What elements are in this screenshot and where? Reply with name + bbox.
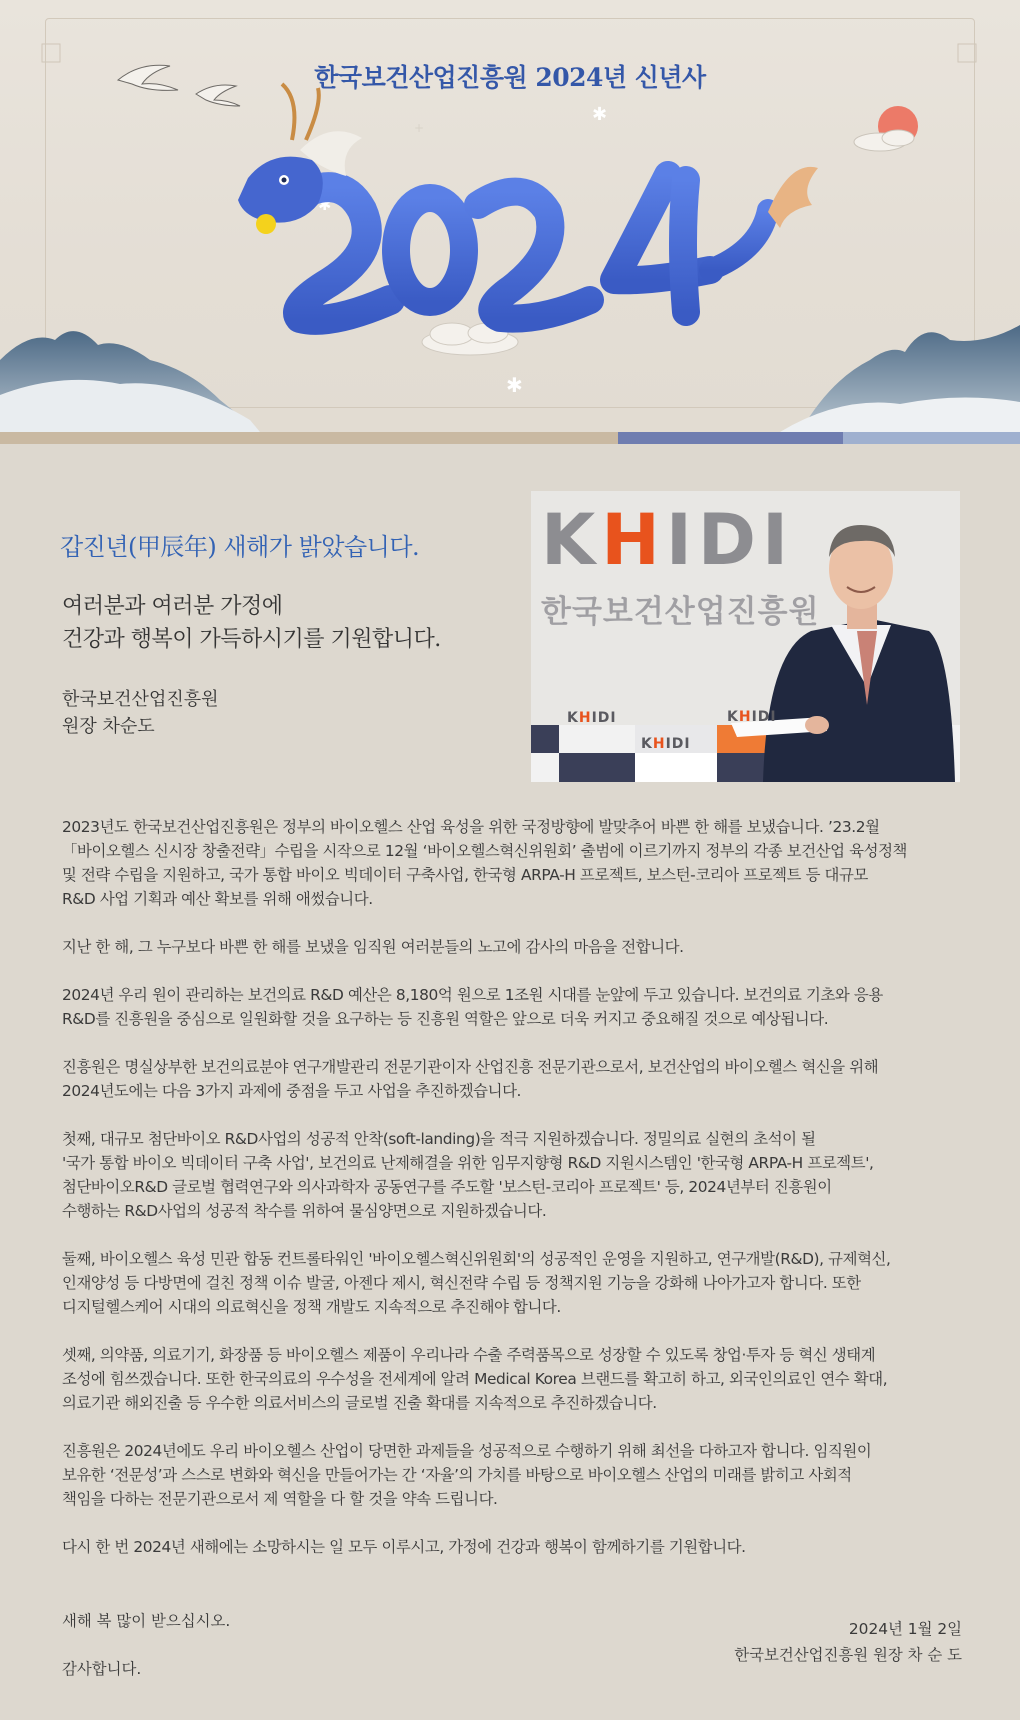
letter-paragraph-9: 다시 한 번 2024년 새해에는 소망하시는 일 모두 이루시고, 가정에 건강과 행복이 함께하기를 기원합니다. — [62, 1538, 746, 1556]
letter-date: 2024년 1월 2일 — [848, 1620, 962, 1638]
mountain-right — [780, 325, 1020, 432]
letter-paragraph-4: 진흥원은 명실상부한 보건의료분야 연구개발관리 전문기관이자 산업진흥 전문기관으로서, 보건산업의 바이오헬스 혁신을 위해 2024년도에는 다음 3가지 과제에 중점을 두고 사업을 추진하겠습니다. — [62, 1058, 879, 1100]
wall-logo-3: KHIDI — [727, 709, 777, 725]
letter-paragraph-8: 진흥원은 2024년에도 우리 바이오헬스 산업이 당면한 과제들을 성공적으로 수행하기 위해 최선을 다하고자 합니다. 임직원이 보유한 ‘전문성’과 스스로 변화와 혁신을 만들어가는 간 ‘자율’의 가치를 바탕으로 바이오헬스 산업의 미래를 밝히고 사회적 책임을 다하는 전문기관으로서 제 역할을 다 할 것을 약속 드립니다. — [62, 1442, 872, 1508]
letter-paragraph-5: 첫째, 대규모 첨단바이오 R&D사업의 성공적 안착(soft-landing)을 적극 지원하겠습니다. 정밀의료 실현의 초석이 될 '국가 통합 바이오 빅데이터 구축 사업', 보건의료 난제해결을 위한 임무지향형 R&D 지원시스템인 '한국형 ARPA-H 프로젝트', 첨단바이오R&D 글로벌 협력연구와 의사과학자 공동연구를 주도할 '보스턴-코리아 프로젝트' 등, 2024년부터 진흥원이 수행하는 R&D사업의 성공적 착수를 위하여 물심양면으로 지원하겠습니다. — [62, 1130, 874, 1220]
letter-paragraph-1: 2023년도 한국보건산업진흥원은 정부의 바이오헬스 산업 육성을 위한 국정방향에 발맞추어 바쁜 한 해를 보냈습니다. ’23.2월 「바이오헬스 신시장 창출전략」수립을 시작으로 12월 ‘바이오헬스혁신위원회’ 출범에 이르기까지 정부의 각종 보건산업 육성정책 및 전략 수립을 지원하고, 국가 통합 바이오 빅데이터 구축사업, 한국형 ARPA-H 프로젝트, 보스턴-코리아 프로젝트 등 대규모 R&D 사업 기획과 예산 확보를 위해 애썼습니다. — [62, 818, 907, 908]
president-photo — [531, 491, 960, 782]
mountain-left — [0, 331, 260, 432]
letter-paragraph-6: 둘째, 바이오헬스 육성 민관 합동 컨트롤타워인 '바이오헬스혁신위원회'의 성공적인 운영을 지원하고, 연구개발(R&D), 규제혁신, 인재양성 등 다방면에 걸친 정책 이슈 발굴, 아젠다 제시, 혁신전략 수립 등 정책지원 기능을 강화해 나아가고자 합니다. 또한 디지털헬스케어 시대의 의료혁신을 정책 개발도 지속적으로 추진해야 합니다. — [62, 1250, 891, 1316]
president-name: 원장 차순도 — [62, 716, 155, 737]
dragon-2024-illustration — [292, 175, 768, 320]
svg-text:✱: ✱ — [592, 104, 608, 125]
letter-signer: 한국보건산업진흥원 원장 차 순 도 — [734, 1646, 962, 1664]
cloud-icon — [854, 130, 914, 151]
photo-scene — [531, 491, 960, 782]
new-year-banner — [0, 0, 1020, 432]
wish-line-2: 건강과 행복이 가득하시기를 기원합니다. — [62, 627, 441, 652]
khidi-sign: KHIDI — [541, 499, 795, 581]
org-name: 한국보건산업진흥원 — [62, 689, 219, 710]
closing-remarks — [62, 1585, 230, 1705]
letter-body — [62, 815, 972, 1583]
svg-text:+: + — [414, 121, 425, 135]
letter-paragraph-7: 셋째, 의약품, 의료기기, 화장품 등 바이오헬스 제품이 우리나라 수출 주력품목으로 성장할 수 있도록 창업·투자 등 혁신 생태계 조성에 힘쓰겠습니다. 또한 한국의료의 우수성을 전세계에 알려 Medical Korea 브랜드를 확고히 하고, 외국인의료인 연수 확대, 의료기관 해외진출 등 우수한 의료서비스의 글로벌 진출 확대를 지속적으로 추진하겠습니다. — [62, 1346, 888, 1412]
closing-line-1: 새해 복 많이 받으십시오. — [62, 1612, 231, 1630]
closing-line-2: 감사합니다. — [62, 1660, 142, 1678]
letter-paragraph-2: 지난 한 해, 그 누구보다 바쁜 한 해를 보냈을 임직원 여러분들의 노고에 감사의 마음을 전합니다. — [62, 938, 684, 956]
letter-signature — [734, 1616, 962, 1668]
dragon-tail — [768, 167, 818, 228]
color-band-indigo — [618, 432, 843, 444]
color-band-tan — [0, 432, 618, 444]
dragon-head-icon — [238, 84, 362, 234]
wall-logo-1: KHIDI — [567, 710, 617, 726]
greeting-signature — [62, 686, 219, 740]
svg-text:✱: ✱ — [318, 195, 332, 214]
color-band-lightblue — [843, 432, 1020, 444]
greeting-wish — [62, 590, 441, 656]
svg-text:✱: ✱ — [506, 373, 523, 397]
banner-title: 한국보건산업진흥원 2024년 신년사 — [314, 63, 706, 92]
wall-logo-2: KHIDI — [641, 736, 691, 752]
wish-line-1: 여러분과 여러분 가정에 — [62, 594, 283, 619]
khidi-sign-korean: 한국보건산업진흥원 — [541, 594, 820, 630]
letter-paragraph-3: 2024년 우리 원이 관리하는 보건의료 R&D 예산은 8,180억 원으로 1조원 시대를 눈앞에 두고 있습니다. 보건의료 기초와 응용 R&D를 진흥원을 중심으로 일원화할 것을 요구하는 등 진흥원 역할은 앞으로 더욱 커지고 중요해질 것으로 예상됩니다. — [62, 986, 883, 1028]
greeting-title: 갑진년(甲辰年) 새해가 밝았습니다. — [60, 533, 420, 561]
